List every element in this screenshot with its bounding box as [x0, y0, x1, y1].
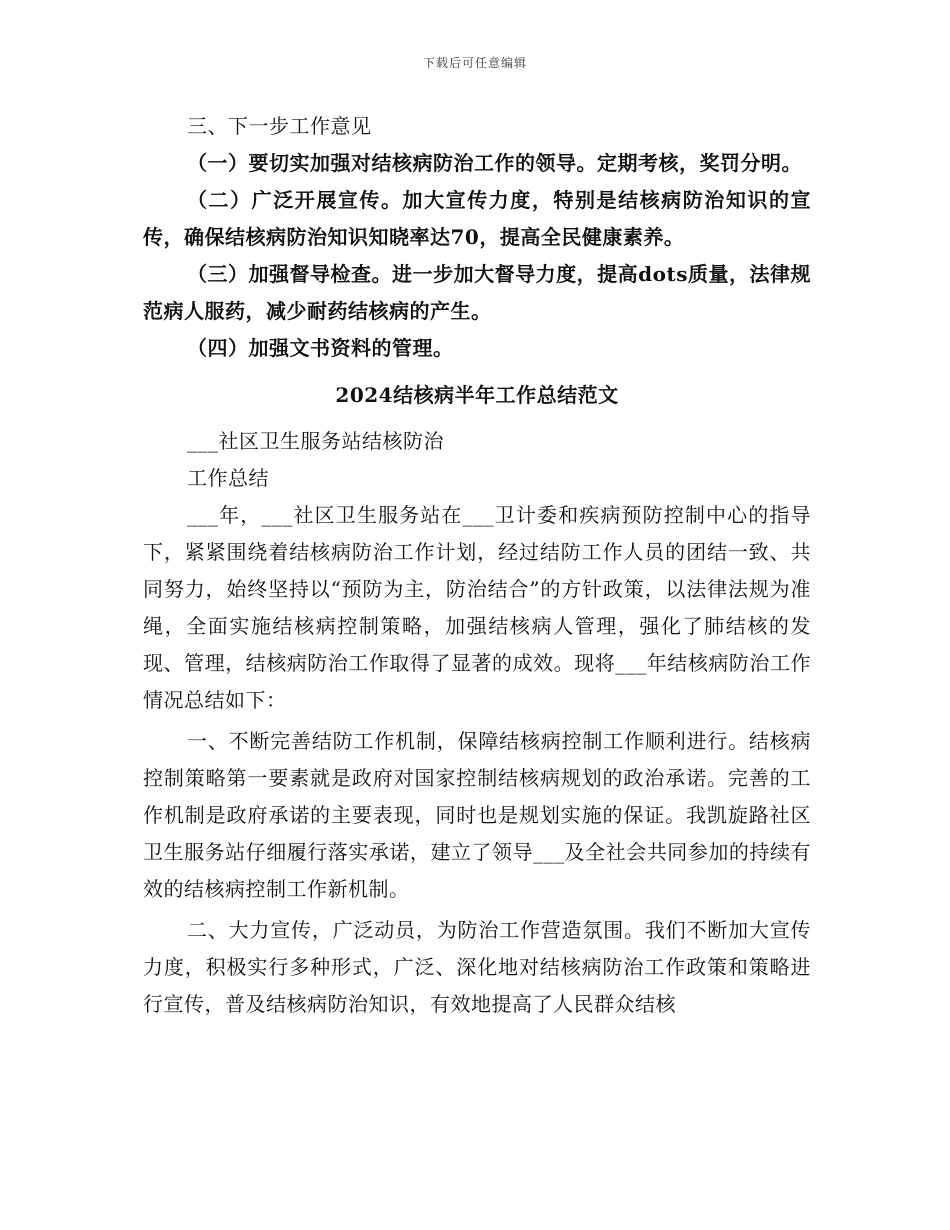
work-item-2: （二）广泛开展宣传。加大宣传力度，特别是结核病防治知识的宣传，确保结核病防治知识知晓率达70，提高全民健康素养。	[143, 188, 811, 249]
body-paragraph-2: 一、不断完善结防工作机制，保障结核病控制工作顺利进行。结核病控制策略第一要素就是政府对国家控制结核病规划的政治承诺。完善的工作机制是政府承诺的主要表现，同时也是规划实施的保证。我凯旋路社区卫生服务站仔细履行落实承诺，建立了领导___及全社会共同参加的持续有效的结核病控制工作新机制。	[143, 729, 811, 901]
article-subtitle-line-2: 工作总结	[187, 466, 269, 490]
page-header: 下载后可任意编辑	[422, 56, 527, 70]
body-paragraph-3: 二、大力宣传，广泛动员，为防治工作营造氛围。我们不断加大宣传力度，积极实行多种形式，广泛、深化地对结核病防治工作政策和策略进行宣传，普及结核病防治知识，有效地提高了人民群众结核	[143, 918, 811, 1016]
work-item-3: （三）加强督导检查。进一步加大督导力度，提高dots质量，法律规范病人服药，减少耐药结核病的产生。	[143, 262, 811, 323]
document-body	[143, 108, 811, 1023]
article-subtitle-line-1: ___社区卫生服务站结核防治	[187, 429, 444, 453]
body-paragraph-1: ___年，___社区卫生服务站在___卫计委和疾病预防控制中心的指导下，紧紧围绕着结核病防治工作计划，经过结防工作人员的团结一致、共同努力，始终坚持以“预防为主，防治结合”的方针政策，以法律法规为准绳，全面实施结核病控制策略，加强结核病人管理，强化了肺结核的发现、管理，结核病防治工作取得了显著的成效。现将___年结核病防治工作情况总结如下：	[143, 503, 811, 712]
article-title: 2024结核病半年工作总结范文	[335, 383, 619, 407]
section-heading: 三、下一步工作意见	[187, 114, 372, 138]
work-item-4: （四）加强文书资料的管理。	[187, 336, 454, 360]
work-item-1: （一）要切实加强对结核病防治工作的领导。定期考核，奖罚分明。	[187, 151, 802, 175]
